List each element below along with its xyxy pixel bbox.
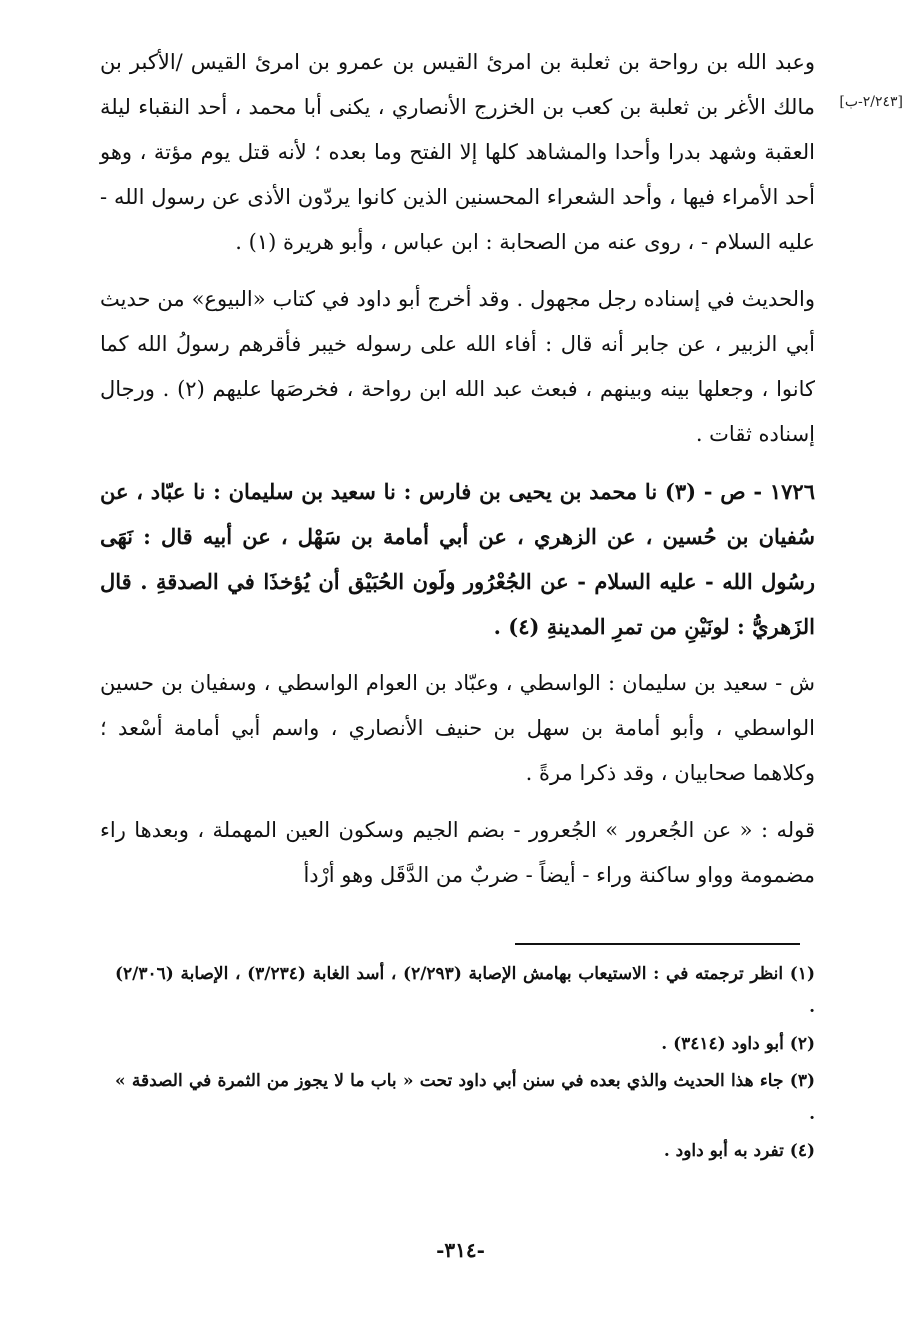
manuscript-folio-reference: [٢/٢٤٣-ب] <box>839 94 903 110</box>
paragraph-hadith-1726: ١٧٢٦ - ص - (٣) نا محمد بن يحيى بن فارس : نا سعيد بن سليمان : نا عبّاد ، عن سُفيان بن حُسين ، عن الزهري ، عن أبي أمامة بن سَهْل ، عن أبيه قال : نَهَى رسُول الله - عليه السلام - عن الجُعْرُور ولَون الحُبَيْق أن يُؤخذَا في الصدقةِ . قال الزَهريُّ : لونَيْنِ من تمرِ المدينةِ (٤) . <box>100 479 815 639</box>
footnote-2: (٢) أبو داود (٣٤١٤) . <box>661 1034 815 1054</box>
paragraph-explanation: قوله : « عن الجُعرور » الجُعرور - بضم الجيم وسكون العين المهملة ، وبعدها راء مضمومة وواو ساكنة وراء - أيضاً - ضربٌ من الدَّقَل وهو أرْدأ <box>100 818 815 887</box>
paragraph-sharh: ش - سعيد بن سليمان : الواسطي ، وعبّاد بن العوام الواسطي ، وسفيان بن حسين الواسطي ، وأبو أمامة بن سهل بن حنيف الأنصاري ، واسم أبي أمامة أسْعد ؛ وكلاهما صحابيان ، وقد ذكرا مرةً . <box>100 671 815 785</box>
paragraph-biography: وعبد الله بن رواحة بن ثعلبة بن امرئ القيس بن عمرو بن امرئ القيس /الأكبر بن مالك الأغر بن ثعلبة بن كعب بن الخزرج الأنصاري ، يكنى أبا محمد ، أحد النقباء ليلة العقبة وشهد بدرا وأحدا والمشاهد كلها إلا الفتح وما بعده ؛ لأنه قتل يوم مؤتة ، وهو أحد الأمراء فيها ، وأحد الشعراء المحسنين الذين كانوا يردّون الأذى عن رسول الله - عليه السلام - ، روى عنه من الصحابة : ابن عباس ، وأبو هريرة (١) . <box>100 50 815 254</box>
paragraph-hadith-commentary: والحديث في إسناده رجل مجهول . وقد أخرج أبو داود في كتاب «البيوع» من حديث أبي الزبير ، عن جابر أنه قال : أفاء الله على رسوله خيبر فأقرهم رسولُ الله كما كانوا ، وجعلها بينه وبينهم ، فبعث عبد الله ابن رواحة ، فخرصَها عليهم (٢) . ورجال إسناده ثقات . <box>100 287 815 446</box>
footnote-3: (٣) جاء هذا الحديث والذي بعده في سنن أبي داود تحت « باب ما لا يجوز من الثمرة في الصدقة » . <box>115 1071 815 1124</box>
main-text <box>100 40 815 910</box>
footnote-4: (٤) تفرد به أبو داود . <box>663 1141 815 1161</box>
page-number: -٣١٤- <box>436 1238 485 1262</box>
footnote-separator <box>515 943 800 945</box>
footnotes <box>115 958 815 1172</box>
footnote-1: (١) انظر ترجمته في : الاستيعاب بهامش الإصابة (٢/٢٩٣) ، أسد الغابة (٣/٢٣٤) ، الإصابة (٢/٣٠٦) . <box>115 964 815 1017</box>
